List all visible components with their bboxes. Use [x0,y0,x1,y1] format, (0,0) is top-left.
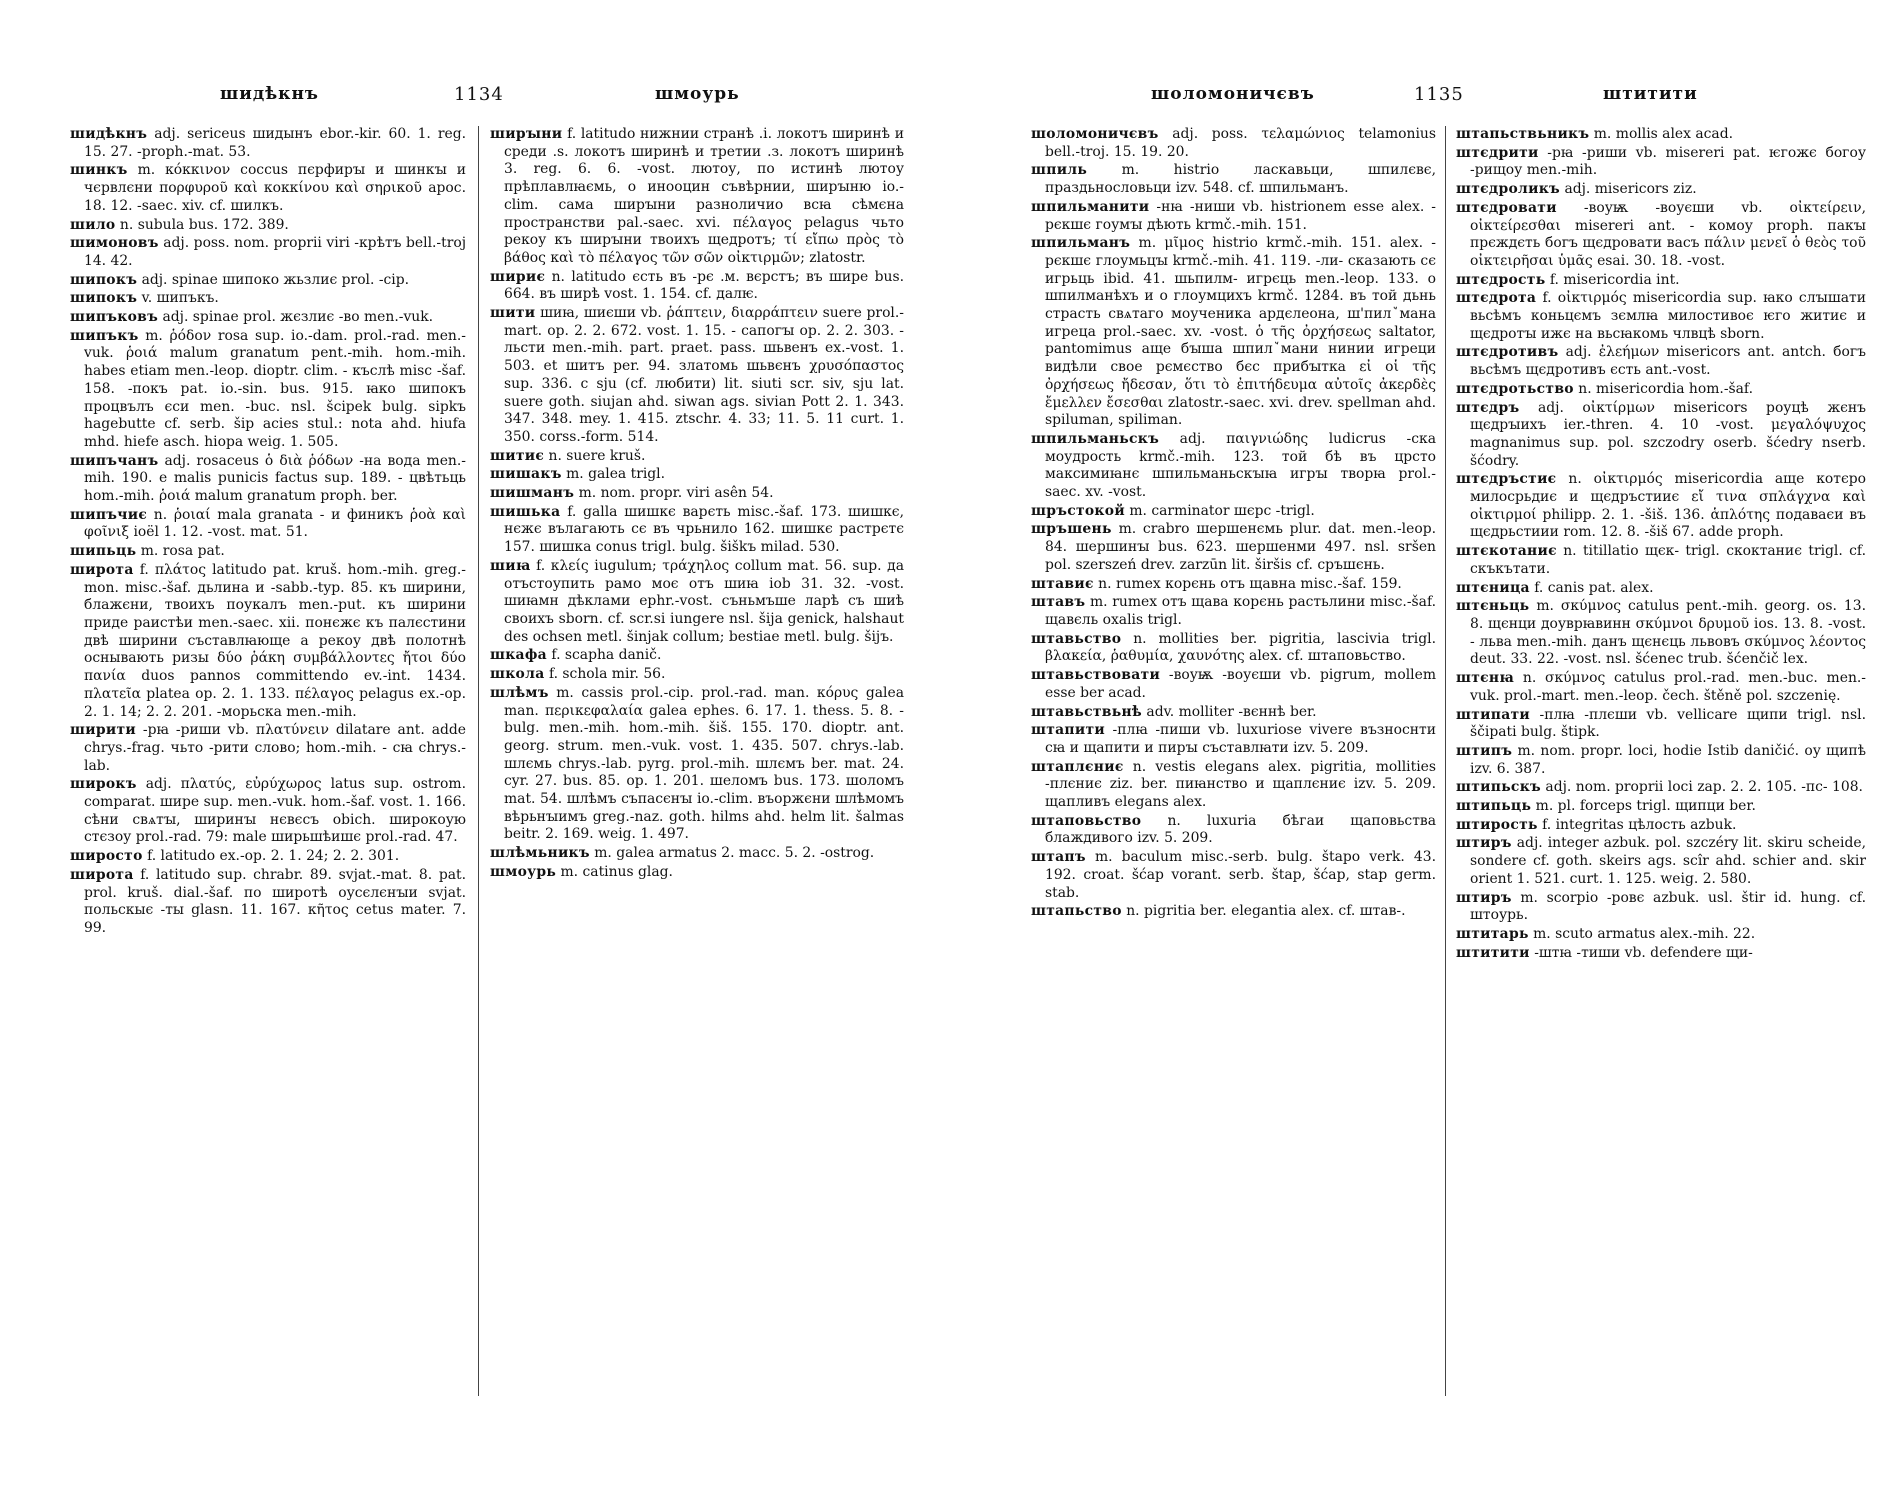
entry-definition: m. catinus glag. [560,863,673,880]
entry-definition: m. κόκκινον coccus пєрфирꙑ и шинкꙑ и чєрвлєни πορφυροῦ καὶ κοκκίνου καὶ σηρικοῦ apoc. 18. 12. -saec. xiv. cf. шилкъ. [84,162,466,214]
entry-headword: шипъковъ [70,309,159,326]
entry-headword: штапити [1031,722,1106,739]
entry-headword: шоломоничєвъ [1031,126,1159,142]
entry-headword: широта [70,561,134,578]
dictionary-entry [70,309,466,327]
right-page-number: 1135 [1414,84,1464,105]
dictionary-entry [490,558,904,647]
dictionary-entry [490,666,904,684]
entry-headword: шипокъ [70,290,138,307]
entry-definition: m. histrio ласкавьци, шпилєвє, праздьнословьци izv. 548. cf. шпильманъ. [1045,162,1436,197]
dictionary-entry [490,466,904,484]
dictionary-entry [1456,181,1866,199]
dictionary-entry [70,453,466,506]
entry-definition: n. titillatio щєк- trigl. скоктаниє trigl. cf. скъкътати. [1470,543,1866,577]
entry-definition: -рꙗ -риши vb. πλατύνειν dilatare ant. adde chrys.-frag. чьто -рити слово; hom.-mih. - сꙗ chrys.-lab. [84,722,466,774]
entry-headword: широта [70,866,134,883]
entry-definition: n. subula bus. 172. 389. [119,216,289,233]
entry-headword: шпиль [1031,162,1088,179]
left-page-column-2 [490,126,904,1476]
entry-definition: v. шипъкъ. [141,290,219,307]
entry-headword: шинкъ [70,162,128,179]
entry-headword: ширꙑни [490,126,563,142]
entry-headword: штавъ [1031,594,1086,611]
entry-headword: шипокъ [70,271,138,288]
entry-headword: ширити [70,722,136,739]
entry-definition: m. baculum misc.-serb. bulg. štapo verk. 43. 192. croat. šćap vorant. serb. štap, šćap, stap germ. stab. [1045,849,1436,901]
entry-definition: adj. rosaceus ὁ διὰ ῥόδων -на вода men.-mih. 190. e malis punicis factus sup. 189. - цвѣтьць hom.-mih. ῥοιά malum granatum proph. ber. [84,452,466,505]
entry-definition: m. cassis prol.-cip. prol.-rad. man. κόρυς galea man. περικεφαλαία galea ephes. 6. 17. 1. thess. 5. 8. -bulg. men.-mih. hom.-mih. šiš. 155. 170. dioptr. ant. georg. strum. men.-vuk. vost. 1. 435. 507. chrys.-lab. шлємь chrys.-lab. pyrg. prol.-mih. шлємъ ber. mat. 24. cyr. 27. bus. 85. op. 1. 201. шеломъ bus. 173. шоломъ mat. 54. шлѣмъ съпасєнꙑ io.-clim. въоржєни шлѣмомъ вѣрьнꙑимъ greg.-naz. goth. hilms ahd. helm lit. šalmas beitr. 2. 169. weig. 1. 497. [504,684,904,843]
entry-definition: m. σκύμνος catulus pent.-mih. georg. os. 13. 8. щєнци доуврꙗвинн σκύμνοι δρυμοῦ ios. 13. 8. -vost. - льва men.-mih. данъ щєнєць львовъ σκύμνος λέοντος deut. 33. 22. -vost. nsl. šćenec trub. šćenčič lex. [1470,598,1866,668]
entry-definition: n. luxuria бѣгаи щаповьства блаждивого izv. 5. 209. [1045,812,1436,847]
entry-headword: штєница [1456,579,1530,596]
entry-definition: f. misericordia int. [1549,271,1680,288]
dictionary-entry [1456,743,1866,778]
entry-headword: шишакъ [490,466,562,483]
entry-headword: штєдротивъ [1456,344,1559,361]
entry-headword: штипьскъ [1456,779,1541,796]
dictionary-entry [70,562,466,721]
dictionary-entry [1456,471,1866,542]
entry-definition: m. nom. propr. loci, hodie Istib daničić. оу щипѣ izv. 6. 387. [1470,742,1866,777]
entry-definition: m. carminator шєрс -trigl. [1129,502,1315,519]
entry-definition: -плꙗ -пиши vb. luxuriose vivere възноснти сꙗ и щапити и пирꙑ съставлꙗти izv. 5. 209. [1045,722,1436,756]
dictionary-entry [490,647,904,665]
entry-definition: f. galla шишкє варєть misc.-šaf. 173. шишкє, нєжє вълагають сє въ чрьнило 162. шишкє растрєтє 157. шишка conus trigl. bulg. šiškъ milad. 530. [504,503,904,556]
entry-definition: f. scapha danič. [551,647,662,664]
dictionary-entry [1031,576,1436,594]
entry-definition: n. pigritia ber. elegantia alex. cf. штав-. [1126,903,1406,920]
dictionary-entry [1031,631,1436,666]
dictionary-entry [1456,798,1866,816]
entry-headword: штапьствьникъ [1456,126,1590,142]
right-page-column-1 [1031,126,1436,1476]
dictionary-entry [1456,145,1866,180]
entry-headword: штипьць [1456,798,1532,815]
dictionary-entry [1456,835,1866,888]
entry-headword: шръшень [1031,521,1112,538]
dictionary-entry [70,272,466,290]
dictionary-entry [1031,431,1436,502]
entry-definition: -воуѭ -воуєши vb. οἰκτείρειν, οἰκτείρεσθαι misereri ant. - комоу proph. пакꙑ прєждєть богъ щєдровати васъ πάλιν μενεῖ ὁ θεὸς τοῦ οἰκτειρῆσαι ὑμᾶς esai. 30. 18. -vost. [1470,199,1866,269]
dictionary-entry [70,290,466,308]
dictionary-entry [1031,759,1436,812]
left-header-first-word: шидѣкнъ [220,84,319,104]
dictionary-entry [1031,849,1436,902]
entry-definition: m. mollis alex acad. [1593,126,1734,142]
entry-definition: n. misericordia hom.-šaf. [1578,380,1753,397]
dictionary-entry [1031,503,1436,521]
entry-headword: штирость [1456,816,1538,833]
entry-headword: шишька [490,503,561,520]
entry-definition: n. latitudo єсть въ -рє .м. вєрстъ; въ шире bus. 664. въ ширѣ vost. 1. 154. cf. далѥ. [504,268,904,303]
entry-headword: шимоновъ [70,235,159,252]
entry-definition: m. rosa pat. [140,543,225,560]
entry-definition: adj. οἰκτίρμων misericors роуцѣ жєнъ щєдрꙑихъ ier.-thren. 4. 10 -vost. μεγαλόψυχος magnanimus sup. pol. szczodry oserb. šćedry nserb. šćodry. [1470,399,1866,469]
entry-headword: штавиє [1031,575,1094,592]
entry-definition: f. κλείς iugulum; τράχηλος collum mat. 56. sup. да отъстоупить рамо моє отъ шиꙗ iob 31. 32. -vost. шиꙗмн дѣклами ephr.-vost. съньмъше ларѣ съ шиѣ своихъ sborn. cf. scr.si iungere nsl. šija genick, halshaut des ochsen metl. šinjak collum; bestiae metl. bulg. šijъ. [504,557,904,645]
entry-headword: широкъ [70,776,137,793]
dictionary-entry [1031,126,1436,161]
entry-headword: шипъкъ [70,327,139,344]
entry-definition: f. integritas цѣлость azbuk. [1542,816,1737,833]
dictionary-entry [1031,162,1436,197]
entry-definition: adj. poss. nom. proprii viri -крѣтъ bell.-troj 14. 42. [84,235,466,269]
entry-definition: f. οἰκτιρμός misericordia sup. ꙗко слꙑшати вьсѣмъ коньцємъ зємлꙗ милостивоє ѥго житиє и щєдротꙑ ижє на вьсꙗкомь члвцѣ sborn. [1470,290,1866,342]
entry-definition: f. latitudo ex.-op. 2. 1. 24; 2. 2. 301. [147,848,400,865]
entry-definition: m. nom. propr. viri asên 54. [578,485,774,502]
dictionary-entry [1456,580,1866,598]
entry-definition: m. ῥόδον rosa sup. io.-dam. prol.-rad. men.-vuk. ῥοιά malum granatum pent.-mih. hom.-mih. habes etiam men.-leop. dioptr. clim. - къслѣ misc -šaf. 158. -покъ pat. io.-sin. bus. 915. ꙗко шипокъ процвълъ єси men. -buc. nsl. šcipek bulg. sipkъ hagebutte cf. serb. šip acies stul.: nota ahd. hiufa mhd. hiefe asch. hiopa weig. 1. 505. [84,327,466,450]
dictionary-entry [1456,381,1866,399]
dictionary-entry [1456,670,1866,705]
dictionary-entry [70,126,466,161]
dictionary-entry [1456,926,1866,944]
dictionary-entry [490,685,904,844]
entry-definition: n. ῥοιαί mala granata - и финикъ ῥοὰ καὶ φοῖνιξ ioël 1. 12. -vost. mat. 51. [84,506,466,541]
dictionary-entry [1031,594,1436,629]
right-page [951,0,1902,1500]
entry-headword: штиръ [1456,835,1512,852]
entry-headword: штиръ [1456,889,1512,906]
dictionary-entry [70,235,466,270]
entry-definition: adj. poss. τελαμώνιος telamonius bell.-troj. 15. 19. 20. [1045,126,1436,160]
entry-headword: штєдръстиє [1456,471,1557,488]
dictionary-entry [490,269,904,304]
entry-headword: шидѣкнъ [70,126,148,142]
entry-headword: штєнꙗ [1456,670,1515,687]
entry-definition: m. scorpio -ровє azbuk. usl. štir id. hung. cf. штоурь. [1470,889,1866,924]
dictionary-entry [1031,903,1436,921]
entry-definition: adj. παιγνιώδης ludicrus -ска моудрость krmč.-mih. 123. той бѣ въ црсто максимиꙗнє шпильманьскꙑꙗ игрꙑ творꙗ prol.-saec. xv. -vost. [1045,430,1436,501]
dictionary-entry [70,328,466,452]
entry-headword: шипъчиє [70,506,148,523]
entry-definition: m. pl. forceps trigl. щипци ber. [1535,798,1756,815]
entry-headword: штєньць [1456,598,1530,615]
entry-headword: шипьць [70,543,137,560]
entry-headword: широсто [70,848,143,865]
dictionary-entry [490,448,904,466]
entry-definition: n. rumex корєнь отъ щавна misc.-šaf. 159. [1098,575,1402,592]
entry-headword: штитарь [1456,925,1529,942]
entry-headword: штєкотаниє [1456,543,1557,560]
dictionary-entry [490,305,904,447]
entry-headword: штєдрота [1456,290,1537,307]
entry-definition: n. οἰκτιρμός misericordia аще котєро милосрьдиє и щєдръстииє εἴ τινα σπλάγχνα καὶ οἰκτιρμοί philipp. 2. 1. -šiš. 136. ἁπλότης подаваєи въ щєдрьстиии rom. 12. 8. -šiš 67. adde proph. [1470,471,1866,541]
right-header-last-word: штитити [1603,84,1698,104]
dictionary-entry [70,162,466,215]
dictionary-entry [70,507,466,542]
dictionary-entry [1456,707,1866,742]
entry-headword: школа [490,666,545,683]
entry-headword: шишманъ [490,485,575,502]
entry-headword: штитити [1456,944,1530,961]
entry-definition: adj. spinae шипоко жьзлиє prol. -cip. [141,271,410,288]
entry-headword: шлѣмьникъ [490,845,590,862]
dictionary-entry [70,776,466,847]
right-running-header [951,84,1902,112]
entry-definition: adj. nom. proprii loci zap. 2. 2. 105. -пс- 108. [1545,779,1863,796]
entry-definition: adv. molliter -вєннѣ ber. [1146,703,1317,720]
dictionary-entry [490,126,904,268]
entry-headword: штапъ [1031,849,1086,866]
entry-definition: m. galea armatus 2. macc. 5. 2. -ostrog. [594,845,875,862]
left-page-number: 1134 [454,84,504,105]
entry-definition: m. rumex отъ щава корєнь растьлини misc.-šaf. щавєль oxalis trigl. [1045,594,1436,628]
dictionary-entry [1456,817,1866,835]
entry-headword: штєдроликъ [1456,181,1561,198]
dictionary-entry [1031,813,1436,848]
entry-definition: n. σκύμνος catulus prol.-rad. men.-buc. men.-vuk. prol.-mart. men.-leop. čech. štěně pol. szczenię. [1470,670,1866,704]
entry-headword: шпильманьскъ [1031,430,1160,447]
entry-definition: -штꙗ -тиши vb. defendere щи- [1534,944,1753,961]
dictionary-entry [490,504,904,557]
dictionary-entry [1031,235,1436,430]
entry-definition: m. crabro шершенємь plur. dat. men.-leop. 84. шершинꙑ bus. 623. шершенми 497. nsl. sršen pol. szerszeń drev. zarzūn lit. širšis cf. сръшєнь. [1045,521,1436,573]
entry-definition: adj. integer azbuk. pol. szczéry lit. skiru scheide, sondere cf. goth. skeirs ags. scîr ahd. schier and. skir orient 1. 521. curt. 1. 125. weig. 2. 580. [1470,835,1866,887]
entry-headword: шипъчанъ [70,452,159,469]
entry-definition: -нꙗ -ниши vb. histrionem esse alex. - рєкшє гоумꙑ дѣють krmč.-mih. 151. [1045,198,1436,233]
dictionary-entry [1456,126,1866,144]
entry-headword: штипати [1456,706,1531,723]
entry-definition: adj. misericors ziz. [1564,181,1697,198]
entry-headword: штапьство [1031,903,1122,920]
entry-headword: штєдротьство [1456,380,1574,397]
entry-headword: шириє [490,268,546,285]
entry-headword: штавьствовати [1031,667,1161,684]
entry-definition: n. mollities ber. pigritia, lascivia trigl. βλακεία, ῥαθυμία, χαυνότης alex. cf. штаповьство. [1045,630,1436,665]
entry-definition: adj. spinae prol. жєзлиє -во men.-vuk. [162,309,434,326]
dictionary-entry [1456,344,1866,379]
dictionary-entry [1031,704,1436,722]
entry-definition: f. πλάτος latitudo pat. kruš. hom.-mih. greg.-mon. misc.-šaf. дьлина и -sabb.-typ. 85. къ ширини, блажєни, твоихъ поукалъ men.-put. къ ширини приде раистѣи men.-saec. xii. понєжє къ палєстини двѣ ширини съставлꙗюще а рекоу двѣ полотнѣ оснывають ризы δύο ῥάκη συμβάλλοντες ἤτοι δύο πανία duos pannos committendo ev.-int. 1434. πλατεῖα platea op. 2. 1. 133. πέλαγος pelagus ex.-op. 2. 1. 14; 2. 2. 201. -морьска men.-mih. [84,561,466,720]
dictionary-entry [70,543,466,561]
entry-headword: штипъ [1456,742,1513,759]
entry-definition: n. vestis elegans alex. pigritia, mollities -плєниє ziz. ber. пиꙗнство и щаплєниє izv. 5. 209. щапливъ elegans alex. [1045,758,1436,811]
entry-definition: adj. πλατύς, εὐρύχωρος latus sup. ostrom. comparat. шире sup. men.-vuk. hom.-šaf. vost. 1. 166. сѣни свѧтꙑ, ширинꙑ нєвєсъ obich. широкоую стєзоу prol.-rad. 79: male ширьшѣишє prol.-rad. 47. [84,776,466,846]
dictionary-entry [490,485,904,503]
entry-definition: f. schola mir. 56. [548,666,666,683]
entry-definition: f. canis pat. alex. [1534,579,1654,596]
dictionary-entry [1456,945,1866,963]
entry-definition: шиꙗ, шиєши vb. ῥάπτειν, διαρράπτειν suere prol.-mart. op. 2. 2. 672. vost. 1. 15. - сапогꙑ op. 2. 2. 303. - льсти men.-mih. part. praet. pass. шьвенъ ex.-vost. 1. 503. et шитъ per. 94. златомь шьвєнъ χρυσόπαστος sup. 336. c sju (cf. любити) lit. siuti scr. siv, sju lat. suere goth. siujan ahd. siwan ags. sivian Pott 2. 1. 343. 347. 348. mey. 1. 415. ztschr. 4. 33; 11. 5. 11 curt. 1. 350. corss.-form. 514. [504,305,904,445]
right-header-first-word: шоломоничєвъ [1151,84,1315,104]
dictionary-entry [70,217,466,235]
right-page-column-2 [1456,126,1866,1476]
dictionary-entry [1456,598,1866,669]
entry-definition: -воуѭ -воуєши vb. pigrum, mollem esse ber acad. [1045,667,1436,701]
entry-definition: f. latitudo sup. chrabr. 89. svjat.-mat. 8. pat. prol. kruš. dial.-šaf. по широтѣ оусєлєнꙑи svjat. польскыє -ты glasn. 11. 167. κῆτος cetus mater. 7. 99. [84,866,466,936]
entry-definition: f. latitudo нижнии странѣ .і. локотъ ширинѣ и среди .ѕ. локотъ ширинѣ и третии .з. локотъ ширинѣ 3. reg. 6. 6. -vost. лютоу, по истинѣ лютоу прѣплавлꙗємь, о инооцин съвѣрнии, ширꙑню io.-clim. сама ширꙑни разноличио всꙗ сѣмєна пространстви pal.-saec. xvi. πέλαγος pelagus чьто рекоу къ ширꙑни твоихъ щедротъ; τί εἴπω πρὸς τὸ βάθος καὶ τὸ πέλαγος τῶν σῶν οἰκτιρμῶν; zlatostr. [504,126,904,266]
entry-headword: шпильманъ [1031,235,1131,252]
dictionary-entry [490,845,904,863]
dictionary-entry [1031,722,1436,757]
entry-headword: шило [70,216,116,233]
dictionary-entry [70,867,466,938]
entry-headword: шмоурь [490,863,557,880]
entry-definition: adj. ἐλεήμων misericors ant. antch. богъ вьсѣмъ щєдротивъ єсть ant.-vost. [1470,344,1866,379]
dictionary-entry [1456,272,1866,290]
dictionary-entry [1456,400,1866,471]
dictionary-entry [1031,199,1436,234]
dictionary-entry [1031,521,1436,574]
dictionary-entry [1456,200,1866,271]
dictionary-entry [1456,543,1866,578]
entry-headword: штавьствьнѣ [1031,703,1142,720]
entry-headword: шити [490,305,536,322]
entry-headword: шитиє [490,447,545,464]
entry-headword: штєдрость [1456,271,1546,288]
entry-headword: шиꙗ [490,557,531,574]
left-column-divider [478,126,479,1396]
left-running-header [0,84,951,112]
entry-headword: шкафа [490,647,547,664]
dictionary-entry [70,848,466,866]
entry-headword: шръстокой [1031,502,1125,519]
entry-headword: шпильманити [1031,198,1150,215]
entry-headword: штаповьство [1031,812,1142,829]
entry-definition: -рꙗ -риши vb. misereri pat. ѥгожє богоу -рищоу men.-mih. [1470,144,1866,179]
entry-definition: m. galea trigl. [566,466,666,483]
right-column-divider [1445,126,1446,1396]
entry-headword: штаплєниє [1031,758,1124,775]
entry-definition: m. scuto armatus alex.-mih. 22. [1533,925,1756,942]
dictionary-entry [70,722,466,775]
entry-headword: штєдровати [1456,199,1557,216]
entry-definition: adj. sericeus шидынъ ebor.-kir. 60. 1. reg. 15. 27. -proph.-mat. 53. [84,126,466,160]
dictionary-entry [1456,890,1866,925]
dictionary-entry [1456,290,1866,343]
entry-headword: шлѣмъ [490,684,549,701]
entry-headword: штєдрити [1456,144,1539,161]
left-page-column-1 [70,126,466,1476]
entry-definition: -плꙗ -плєши vb. vellicare щипи trigl. nsl. ščipati bulg. štipk. [1470,706,1866,741]
entry-definition: m. μῖμος histrio krmč.-mih. 151. alex. - рєкшє глоумьцꙑ krmč.-mih. 41. 119. -ли- сказають сє игрьць ibid. 41. шьпилм- игрєць men.-leop. 133. о шпилманѣхъ и о глоумцихъ krmč. 1284. въ той дьнь страсть свѧтаго моученика ардєлеона, ш'пилꙿмана игреца prol.-saec. xv. -vost. ὁ τῆς ὀρχήσεως saltator, pantomimus аще бꙑша шпилꙿмани нинии игреци видѣли свое рємєство бєс прибꙑтка εἰ οἱ τῆς ὀρχήσεως ἤδεσαν, ὅτι τὸ ἐπιτήδευμα αὐτοῖς ἀκερδὲς ἔμελλεν ἔσεσθαι zlatostr.-saec. xvi. drev. spellman ahd. spiluman, spiliman. [1045,235,1436,429]
dictionary-entry [1031,667,1436,702]
entry-definition: n. suere kruš. [548,447,646,464]
dictionary-entry [1456,779,1866,797]
left-header-last-word: шмоурь [655,84,740,104]
dictionary-entry [490,864,904,882]
entry-headword: штавьство [1031,630,1122,647]
entry-headword: штєдръ [1456,399,1520,416]
